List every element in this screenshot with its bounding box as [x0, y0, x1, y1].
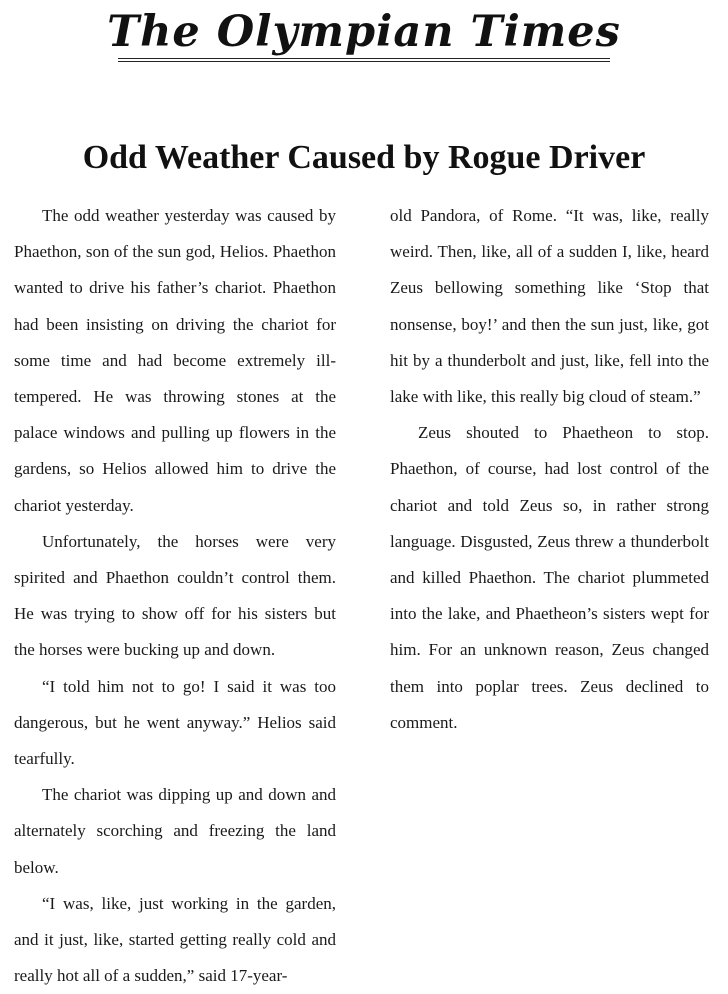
article-column-left: [14, 198, 336, 994]
newspaper-title: The Olympian Times: [107, 7, 621, 57]
article-headline: Odd Weather Caused by Rogue Driver: [82, 138, 646, 176]
masthead-underline: [118, 58, 610, 64]
article-paragraph: The chariot was dipping up and down and alternately scorching and freezing the land below.: [14, 785, 336, 877]
article-paragraph-continued: old Pandora, of Rome. “It was, like, really weird. Then, like, all of a sudden I, like, heard Zeus bellowing something like ‘Stop that nonsense, boy!’ and then the sun just, like, got hit by a thunderbolt and just, like, fell into the lake with like, this really big cloud of steam.”: [390, 206, 709, 407]
article-paragraph: “I was, like, just working in the garden, and it just, like, started getting really cold and really hot all of a sudden,” said 17-year-: [14, 893, 336, 986]
article-paragraph: “I told him not to go! I said it was too dangerous, but he went anyway.” Helios said tearfully.: [14, 676, 336, 769]
article-paragraph: Zeus shouted to Phaetheon to stop. Phaethon, of course, had lost control of the chariot and told Zeus so, in rather strong language. Disgusted, Zeus threw a thunderbolt and killed Phaethon. The chariot plummeted into the lake, and Phaetheon’s sisters wept for him. For an unknown reason, Zeus changed them into poplar trees. Zeus declined to comment.: [390, 423, 709, 732]
article-paragraph: The odd weather yesterday was caused by Phaethon, son of the sun god, Helios. Phaethon wanted to drive his father’s chariot. Phaethon had been insisting on driving the chariot for some time and had become extremely ill-tempered. He was throwing stones at the palace windows and pulling up flowers in the gardens, so Helios allowed him to drive the chariot yesterday.: [14, 206, 336, 515]
article-paragraph: Unfortunately, the horses were very spirited and Phaethon couldn’t control them. He was trying to show off for his sisters but the horses were bucking up and down.: [14, 531, 336, 660]
article-column-right: [390, 198, 709, 741]
